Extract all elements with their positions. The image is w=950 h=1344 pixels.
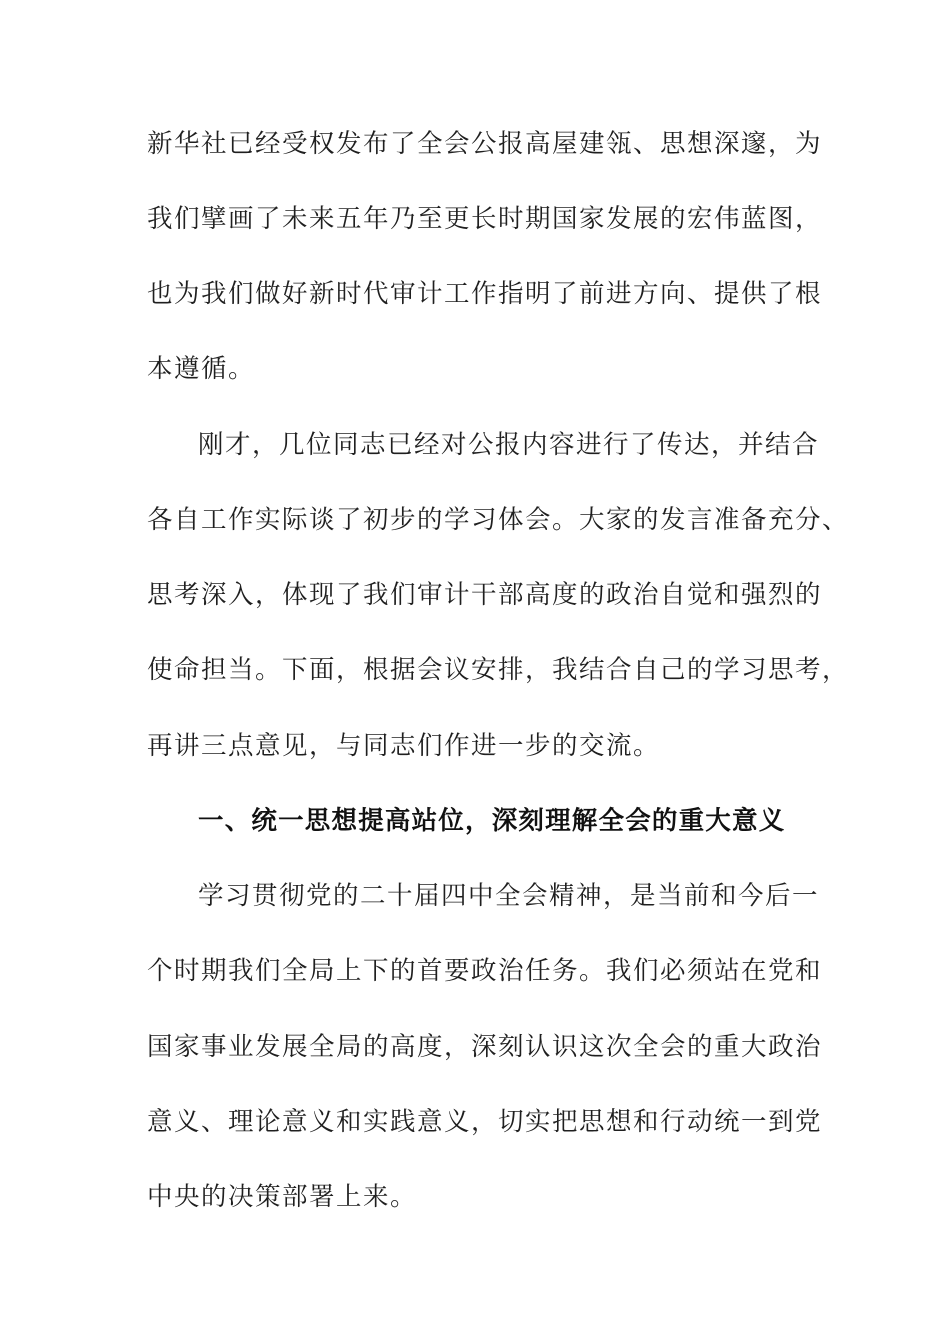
paragraph-3-line-3: 国家事业发展全局的高度，深刻认识这次全会的重大政治 <box>147 1032 823 1062</box>
paragraph-2-line-2: 各自工作实际谈了初步的学习体会。大家的发言准备充分、 <box>147 505 850 535</box>
paragraph-3-line-5: 中央的决策部署上来。 <box>147 1182 418 1212</box>
paragraph-3-line-1: 学习贯彻党的二十届四中全会精神，是当前和今后一 <box>198 881 820 911</box>
paragraph-2-line-4: 使命担当。下面，根据会议安排，我结合自己的学习思考， <box>147 655 850 685</box>
paragraph-1-line-3: 也为我们做好新时代审计工作指明了前进方向、提供了根 <box>147 279 823 309</box>
paragraph-3-line-4: 意义、理论意义和实践意义，切实把思想和行动统一到党 <box>147 1107 823 1137</box>
paragraph-2-line-3: 思考深入，体现了我们审计干部高度的政治自觉和强烈的 <box>147 580 823 610</box>
paragraph-1-line-4: 本遵循。 <box>147 354 256 384</box>
section-heading: 一、统一思想提高站位，深刻理解全会的重大意义 <box>198 806 786 836</box>
paragraph-3-line-2: 个时期我们全局上下的首要政治任务。我们必须站在党和 <box>147 956 823 986</box>
paragraph-1-line-1: 新华社已经受权发布了全会公报高屋建瓴、思想深邃，为 <box>147 129 823 159</box>
paragraph-1-line-2: 我们擘画了未来五年乃至更长时期国家发展的宏伟蓝图， <box>147 204 823 234</box>
paragraph-2-line-1: 刚才，几位同志已经对公报内容进行了传达，并结合 <box>198 430 820 460</box>
paragraph-2-line-5: 再讲三点意见，与同志们作进一步的交流。 <box>147 731 661 761</box>
